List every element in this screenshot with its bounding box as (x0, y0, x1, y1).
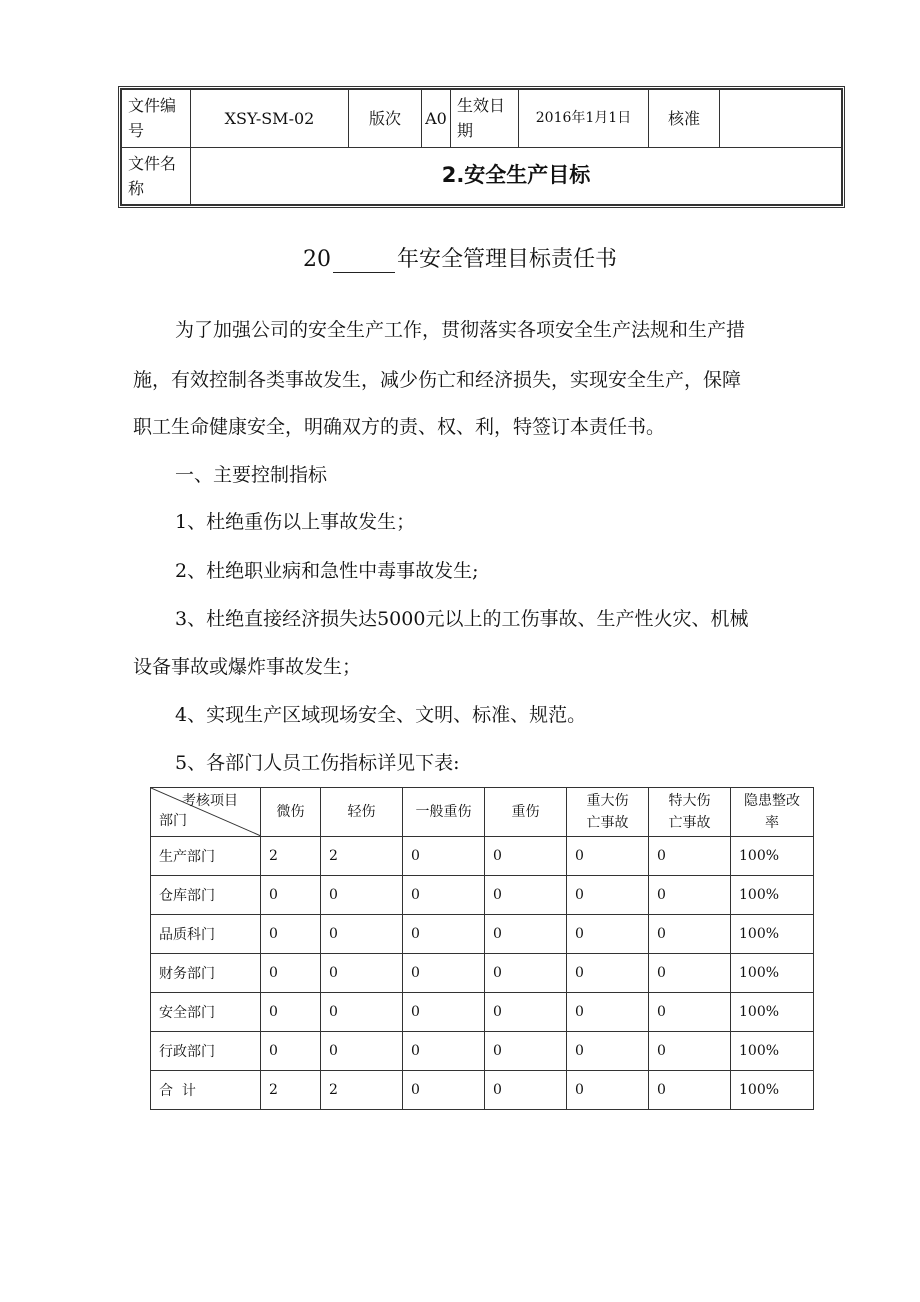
table-cell: 2 (261, 837, 321, 876)
title-suffix: 年安全管理目标责任书 (396, 247, 617, 272)
table-cell: 0 (485, 993, 567, 1032)
table-cell: 0 (403, 954, 485, 993)
table-cell: 0 (403, 1032, 485, 1071)
intro-line-2: 施，有效控制各类事故发生，减少伤亡和经济损失，实现安全生产，保障 (133, 369, 742, 391)
file-name-label: 文件名称 (122, 147, 191, 205)
header-cell: 微伤 (261, 788, 321, 837)
table-cell: 0 (485, 876, 567, 915)
table-row (151, 876, 814, 915)
page-title (0, 242, 920, 273)
table-cell: 0 (649, 1032, 731, 1071)
table-cell: 0 (649, 876, 731, 915)
department-name: 财务部门 (151, 954, 261, 993)
table-cell: 0 (567, 1071, 649, 1110)
table-cell: 0 (403, 1071, 485, 1110)
table-cell: 0 (485, 954, 567, 993)
table-cell: 0 (649, 954, 731, 993)
table-cell: 0 (485, 837, 567, 876)
table-cell: 0 (567, 993, 649, 1032)
header-cell: 特大伤亡事故 (649, 788, 731, 837)
item-1: 1、杜绝重伤以上事故发生； (175, 511, 416, 533)
table-cell: 0 (649, 837, 731, 876)
department-name: 品质科门 (151, 915, 261, 954)
table-row (151, 1071, 814, 1110)
intro-line-3: 职工生命健康安全，明确双方的责、权、利，特签订本责任书。 (133, 416, 666, 438)
table-cell: 100% (731, 954, 814, 993)
table-cell: 0 (321, 915, 403, 954)
injury-indicator-table (150, 787, 814, 1110)
approve-value (720, 90, 842, 148)
header-cell: 轻伤 (321, 788, 403, 837)
corner-bottom-label: 部门 (159, 813, 187, 829)
header-cell: 隐患整改率 (731, 788, 814, 837)
effective-date-label: 生效日期 (451, 90, 519, 148)
item-2: 2、杜绝职业病和急性中毒事故发生; (175, 560, 479, 582)
department-name: 生产部门 (151, 837, 261, 876)
year-blank (333, 250, 395, 273)
item-3-line-1: 3、杜绝直接经济损失达5000元以上的工伤事故、生产性火灾、机械 (175, 608, 749, 630)
title-prefix: 20 (302, 247, 331, 272)
department-name: 合 计 (151, 1071, 261, 1110)
corner-top-label: 考核项目 (182, 793, 238, 809)
file-no-label: 文件编号 (122, 90, 191, 148)
effective-date-value: 2016年1月1日 (519, 90, 649, 148)
table-cell: 0 (649, 915, 731, 954)
department-name: 仓库部门 (151, 876, 261, 915)
header-cell: 重伤 (485, 788, 567, 837)
table-cell: 0 (321, 993, 403, 1032)
table-cell: 100% (731, 837, 814, 876)
table-cell: 0 (567, 1032, 649, 1071)
table-cell: 0 (567, 954, 649, 993)
table-cell: 0 (261, 915, 321, 954)
table-cell: 0 (485, 915, 567, 954)
table-header-row (151, 788, 814, 837)
table-cell: 0 (403, 876, 485, 915)
table-cell: 0 (403, 837, 485, 876)
item-3-line-2: 设备事故或爆炸事故发生； (133, 656, 362, 678)
table-cell: 100% (731, 1071, 814, 1110)
table-cell: 0 (321, 954, 403, 993)
table-cell: 2 (261, 1071, 321, 1110)
table-cell: 0 (321, 1032, 403, 1071)
approve-label: 核准 (649, 90, 720, 148)
item-5: 5、各部门人员工伤指标详见下表: (175, 752, 460, 774)
table-cell: 0 (649, 1071, 731, 1110)
table-cell: 0 (567, 915, 649, 954)
table-cell: 0 (403, 993, 485, 1032)
version-value: A0 (422, 90, 451, 148)
table-row (151, 837, 814, 876)
table-cell: 0 (261, 954, 321, 993)
item-4: 4、实现生产区域现场安全、文明、标准、规范。 (175, 704, 587, 726)
table-row (151, 993, 814, 1032)
table-row (151, 915, 814, 954)
department-name: 行政部门 (151, 1032, 261, 1071)
table-cell: 2 (321, 1071, 403, 1110)
table-cell: 0 (567, 876, 649, 915)
version-label: 版次 (349, 90, 422, 148)
table-cell: 0 (321, 876, 403, 915)
table-cell: 0 (485, 1032, 567, 1071)
table-cell: 0 (403, 915, 485, 954)
table-cell: 0 (261, 876, 321, 915)
table-cell: 0 (485, 1071, 567, 1110)
table-row (151, 954, 814, 993)
table-cell: 100% (731, 993, 814, 1032)
section-heading: 一、主要控制指标 (175, 464, 328, 486)
table-cell: 0 (567, 837, 649, 876)
corner-cell (151, 788, 261, 837)
table-cell: 2 (321, 837, 403, 876)
file-name-value: 2.安全生产目标 (191, 147, 842, 205)
table-cell: 100% (731, 915, 814, 954)
file-no-value: XSY-SM-02 (191, 90, 349, 148)
header-cell: 重大伤亡事故 (567, 788, 649, 837)
header-cell: 一般重伤 (403, 788, 485, 837)
table-row (151, 1032, 814, 1071)
table-cell: 100% (731, 876, 814, 915)
department-name: 安全部门 (151, 993, 261, 1032)
table-cell: 0 (261, 1032, 321, 1071)
table-cell: 0 (261, 993, 321, 1032)
table-cell: 0 (649, 993, 731, 1032)
intro-line-1: 为了加强公司的安全生产工作，贯彻落实各项安全生产法规和生产措 (175, 319, 746, 341)
table-cell: 100% (731, 1032, 814, 1071)
document-header (118, 86, 845, 208)
